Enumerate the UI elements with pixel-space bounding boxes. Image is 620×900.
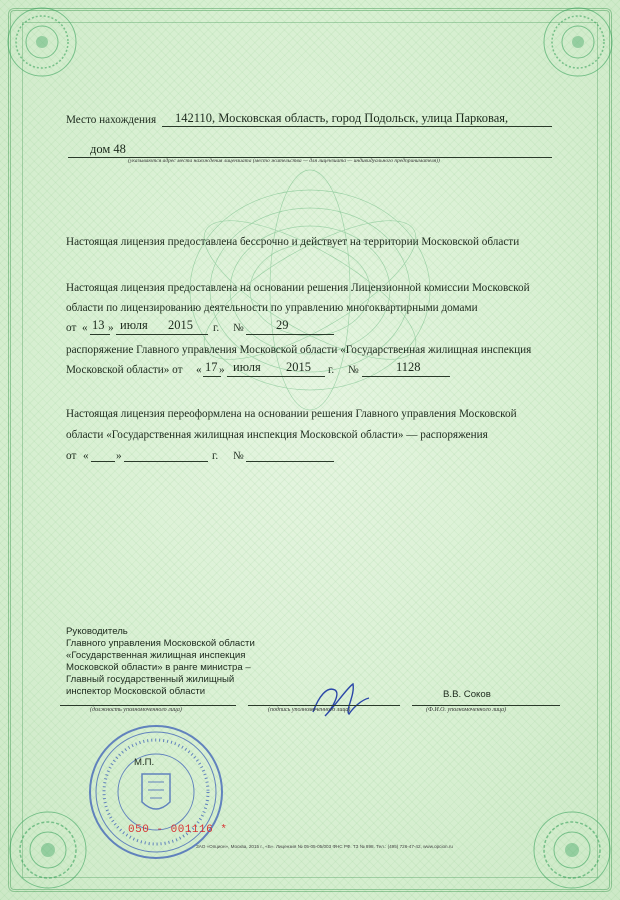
- basis-no: №: [233, 322, 244, 334]
- location-hint: (указываются адрес места нахождения лицензиата (место жительства — для лицензиата — индивидуального предпринимателя)): [128, 158, 440, 164]
- official-line3: «Государственная жилищная инспекция: [66, 650, 246, 661]
- basis-date-underline: [116, 334, 208, 335]
- basis-number: 29: [276, 318, 289, 332]
- basis-order-quote-close: »: [219, 364, 225, 376]
- basis-g: г.: [213, 322, 220, 334]
- location-label: Место нахождения: [66, 114, 157, 126]
- official-signature-hint: (подпись уполномоченного лица): [268, 707, 351, 713]
- reissue-day-underline: [91, 461, 115, 462]
- serial-number: 050 - 001116 *: [128, 824, 228, 836]
- reissue-no: №: [233, 450, 244, 462]
- basis-order-line2: Московской области» от: [66, 364, 183, 376]
- reissue-g: г.: [212, 450, 219, 462]
- basis-order-g: г.: [328, 364, 335, 376]
- signature-underline: [248, 705, 400, 706]
- stamp-mp: М.П.: [134, 757, 155, 768]
- basis-order-quote-open: «: [196, 364, 202, 376]
- basis-quote-open: «: [82, 322, 88, 334]
- reissue-number-underline: [246, 461, 334, 462]
- basis-day-underline: [90, 334, 110, 335]
- official-name-hint: (Ф.И.О. уполномоченного лица): [426, 707, 507, 713]
- basis-order-month: июля: [233, 360, 261, 374]
- signature: [305, 676, 375, 724]
- basis-quote-close: »: [108, 322, 114, 334]
- basis-order-number: 1128: [396, 360, 421, 374]
- basis-order-date-underline: [227, 376, 325, 377]
- printer-footer: ЗАО «Опцион», Москва, 2015 г., «Б». Лицензия № 05-05-05/003 ФНС РФ. ТЗ № 898. Тел.: (495) 726-47-42, www.opcion.ru: [196, 844, 453, 849]
- reissue-ot: от: [66, 450, 77, 462]
- basis-order-line1: распоряжение Главного управления Московской области «Государственная жилищная инспекция: [66, 344, 532, 356]
- reissue-line2: области «Государственная жилищная инспекция Московской области» — распоряжения: [66, 429, 488, 441]
- official-position-underline: [60, 705, 236, 706]
- official-line6: инспектор Московской области: [66, 686, 206, 697]
- basis-line2: области по лицензированию деятельности по управлению многоквартирными домами: [66, 302, 478, 314]
- validity-text: Настоящая лицензия предоставлена бессрочно и действует на территории Московской области: [66, 236, 520, 248]
- official-name: В.В. Соков: [443, 689, 491, 700]
- location-value-line2: дом 48: [90, 142, 126, 156]
- official-seal: [86, 722, 226, 862]
- reissue-line1: Настоящая лицензия переоформлена на основании решения Главного управления Московской: [66, 408, 517, 420]
- basis-line1: Настоящая лицензия предоставлена на основании решения Лицензионной комиссии Московской: [66, 282, 530, 294]
- official-line4: Московской области» в ранге министра –: [66, 662, 251, 673]
- basis-year: 2015: [168, 318, 193, 332]
- reissue-date-underline: [124, 461, 208, 462]
- location-value-line1: 142110, Московская область, город Подольск, улица Парковая,: [175, 111, 509, 125]
- official-name-underline: [412, 705, 560, 706]
- rosette-top-left: [4, 4, 80, 80]
- basis-order-year: 2015: [286, 360, 311, 374]
- location-underline-1: [162, 126, 552, 127]
- rosette-bottom-right: [530, 808, 614, 892]
- basis-order-no: №: [348, 364, 359, 376]
- rosette-bottom-left: [6, 808, 90, 892]
- basis-month: июля: [120, 318, 148, 332]
- rosette-top-right: [540, 4, 616, 80]
- basis-day: 13: [92, 318, 105, 332]
- basis-order-number-underline: [362, 376, 450, 377]
- official-line1: Руководитель: [66, 626, 128, 637]
- basis-ot: от: [66, 322, 77, 334]
- reissue-quote-open: «: [83, 450, 89, 462]
- official-line2: Главного управления Московской области: [66, 638, 255, 649]
- basis-number-underline: [246, 334, 334, 335]
- official-position-hint: (должность уполномоченного лица): [90, 707, 182, 713]
- official-line5: Главный государственный жилищный: [66, 674, 235, 685]
- basis-order-day: 17: [205, 360, 218, 374]
- reissue-quote-close: »: [116, 450, 122, 462]
